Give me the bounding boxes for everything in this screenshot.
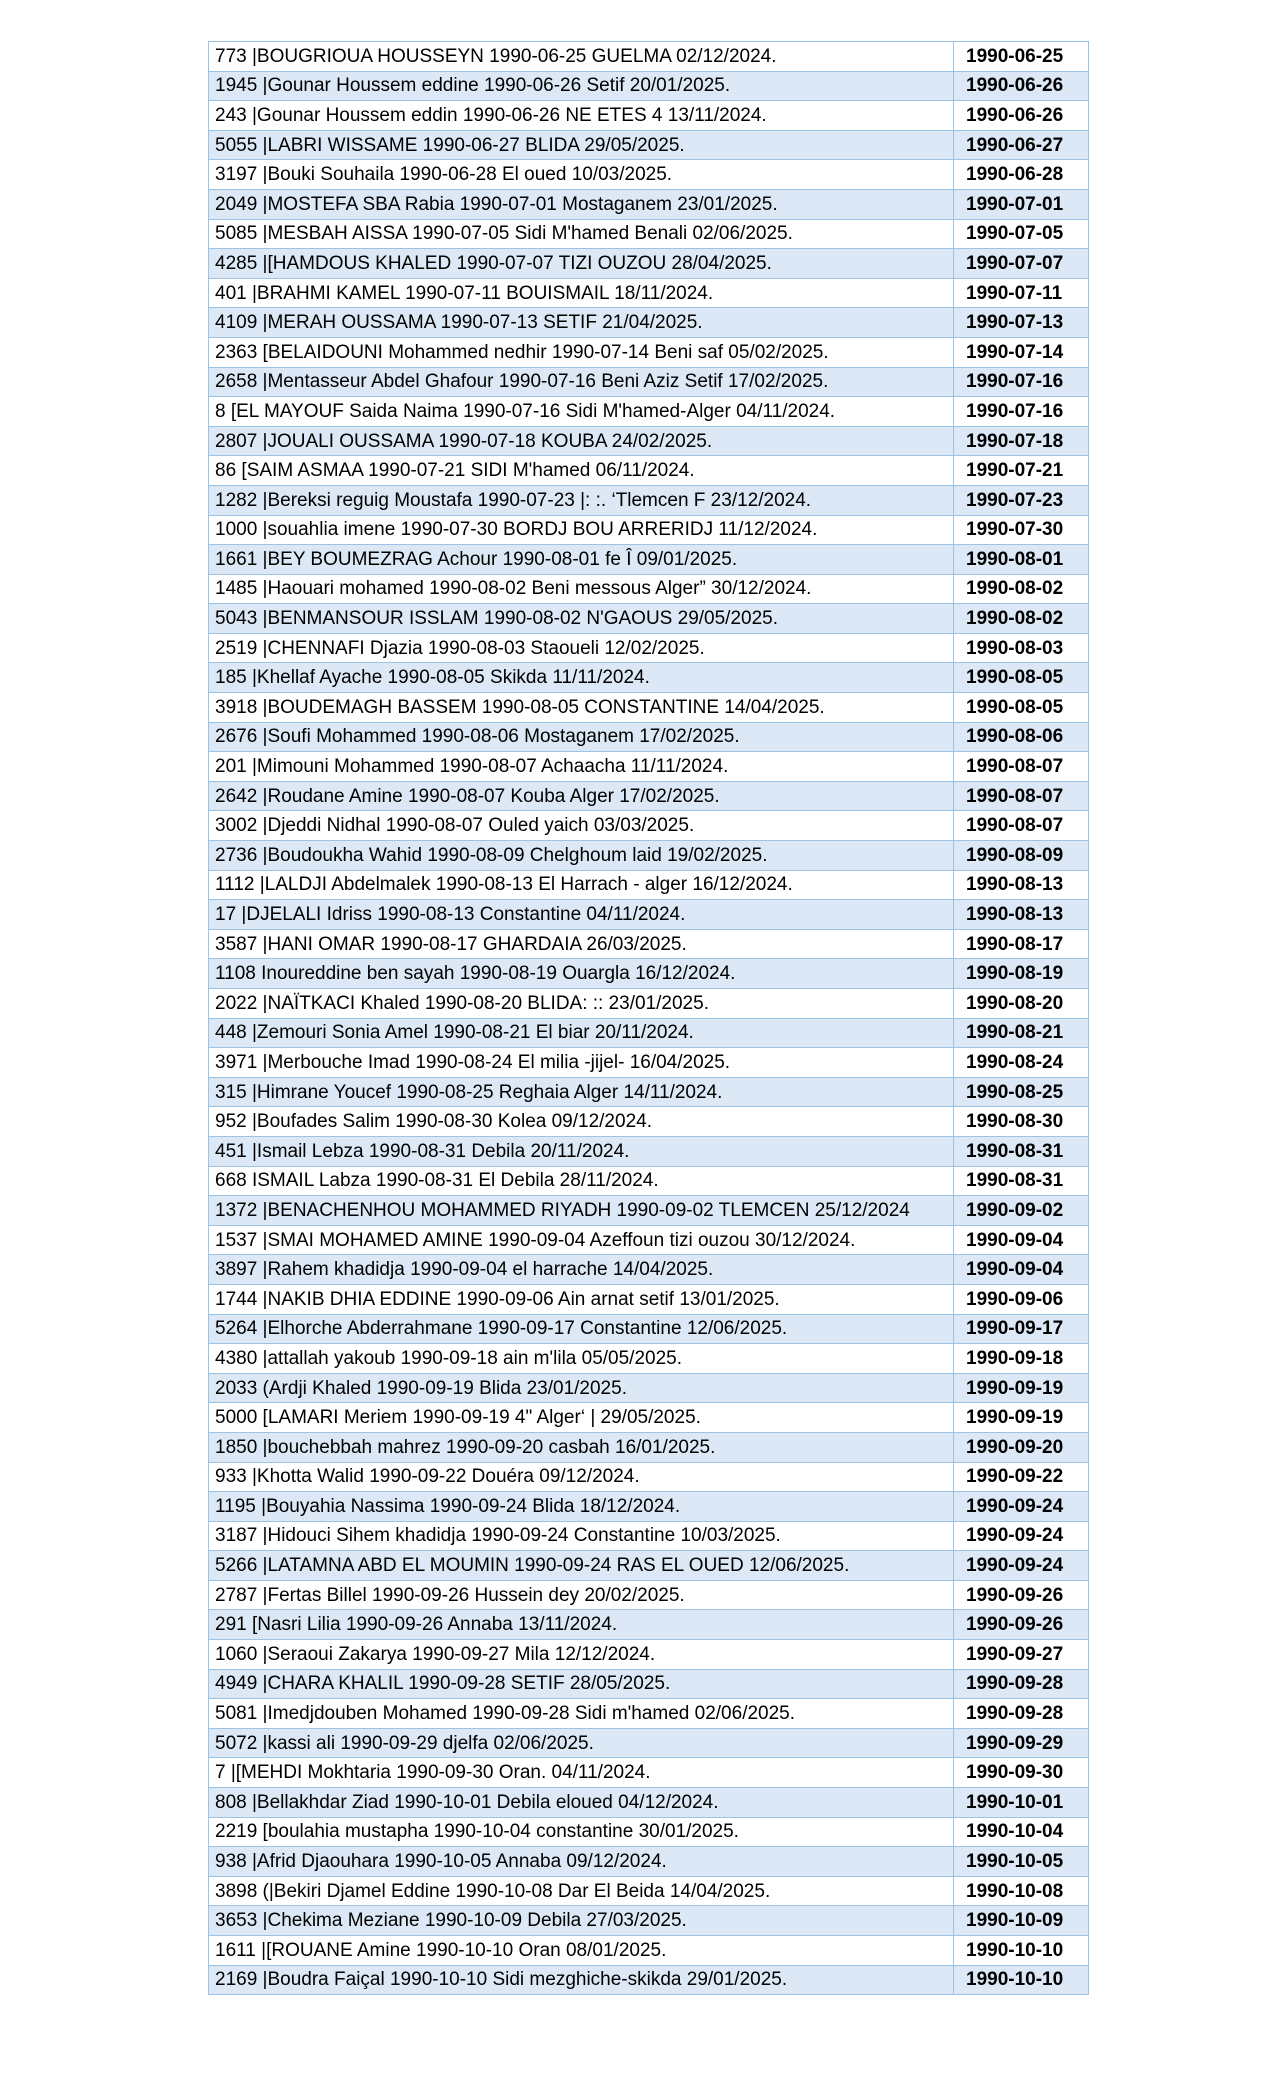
- table-row: [209, 219, 1089, 249]
- table-row: [209, 1728, 1089, 1758]
- record-date-cell: 1990-07-13: [954, 308, 1089, 338]
- record-date-cell: 1990-08-31: [954, 1136, 1089, 1166]
- table-row: [209, 989, 1089, 1019]
- table-row: [209, 426, 1089, 456]
- records-table: [208, 41, 1089, 1995]
- table-row: [209, 1344, 1089, 1374]
- record-text-cell: 2049 |MOSTEFA SBA Rabia 1990-07-01 Mostaganem 23/01/2025.: [209, 189, 954, 219]
- record-text-cell: 2022 |NAÏTKACI Khaled 1990-08-20 BLIDA: :: 23/01/2025.: [209, 989, 954, 1019]
- table-row: [209, 1906, 1089, 1936]
- record-text-cell: 3971 |Merbouche Imad 1990-08-24 El milia -jijel- 16/04/2025.: [209, 1048, 954, 1078]
- table-row: [209, 1521, 1089, 1551]
- record-text-cell: 668 ISMAIL Labza 1990-08-31 El Debila 28/11/2024.: [209, 1166, 954, 1196]
- record-date-cell: 1990-09-24: [954, 1492, 1089, 1522]
- record-date-cell: 1990-08-06: [954, 722, 1089, 752]
- record-date-cell: 1990-08-02: [954, 574, 1089, 604]
- table-row: [209, 811, 1089, 841]
- record-date-cell: 1990-08-01: [954, 545, 1089, 575]
- record-text-cell: 5000 [LAMARI Meriem 1990-09-19 4" Alger‘ | 29/05/2025.: [209, 1403, 954, 1433]
- table-row: [209, 249, 1089, 279]
- table-row: [209, 1225, 1089, 1255]
- table-row: [209, 278, 1089, 308]
- record-text-cell: 1850 |bouchebbah mahrez 1990-09-20 casbah 16/01/2025.: [209, 1432, 954, 1462]
- table-row: [209, 367, 1089, 397]
- record-date-cell: 1990-09-19: [954, 1373, 1089, 1403]
- table-row: [209, 1196, 1089, 1226]
- record-text-cell: 2676 |Soufi Mohammed 1990-08-06 Mostaganem 17/02/2025.: [209, 722, 954, 752]
- table-row: [209, 752, 1089, 782]
- record-text-cell: 5043 |BENMANSOUR ISSLAM 1990-08-02 N'GAOUS 29/05/2025.: [209, 604, 954, 634]
- record-date-cell: 1990-09-19: [954, 1403, 1089, 1433]
- record-date-cell: 1990-09-28: [954, 1699, 1089, 1729]
- table-row: [209, 1965, 1089, 1995]
- record-text-cell: 401 |BRAHMI KAMEL 1990-07-11 BOUISMAIL 18/11/2024.: [209, 278, 954, 308]
- record-date-cell: 1990-08-05: [954, 693, 1089, 723]
- record-date-cell: 1990-06-25: [954, 42, 1089, 72]
- record-text-cell: 1195 |Bouyahia Nassima 1990-09-24 Blida 18/12/2024.: [209, 1492, 954, 1522]
- record-date-cell: 1990-08-25: [954, 1077, 1089, 1107]
- records-body: [209, 42, 1089, 1995]
- record-date-cell: 1990-08-05: [954, 663, 1089, 693]
- record-text-cell: 4380 |attallah yakoub 1990-09-18 ain m'lila 05/05/2025.: [209, 1344, 954, 1374]
- table-row: [209, 515, 1089, 545]
- table-row: [209, 42, 1089, 72]
- record-date-cell: 1990-06-26: [954, 101, 1089, 131]
- record-date-cell: 1990-08-19: [954, 959, 1089, 989]
- table-row: [209, 1610, 1089, 1640]
- record-text-cell: 4109 |MERAH OUSSAMA 1990-07-13 SETIF 21/04/2025.: [209, 308, 954, 338]
- table-row: [209, 1699, 1089, 1729]
- table-row: [209, 101, 1089, 131]
- record-text-cell: 5264 |Elhorche Abderrahmane 1990-09-17 Constantine 12/06/2025.: [209, 1314, 954, 1344]
- record-text-cell: 952 |Boufades Salim 1990-08-30 Kolea 09/12/2024.: [209, 1107, 954, 1137]
- record-text-cell: 3187 |Hidouci Sihem khadidja 1990-09-24 Constantine 10/03/2025.: [209, 1521, 954, 1551]
- record-date-cell: 1990-07-07: [954, 249, 1089, 279]
- table-row: [209, 1788, 1089, 1818]
- table-row: [209, 160, 1089, 190]
- record-text-cell: 4285 |[HAMDOUS KHALED 1990-07-07 TIZI OUZOU 28/04/2025.: [209, 249, 954, 279]
- record-date-cell: 1990-09-02: [954, 1196, 1089, 1226]
- table-row: [209, 604, 1089, 634]
- table-row: [209, 545, 1089, 575]
- record-text-cell: 3587 |HANI OMAR 1990-08-17 GHARDAIA 26/03/2025.: [209, 929, 954, 959]
- table-row: [209, 337, 1089, 367]
- record-text-cell: 2219 [boulahia mustapha 1990-10-04 constantine 30/01/2025.: [209, 1817, 954, 1847]
- table-row: [209, 1018, 1089, 1048]
- record-text-cell: 8 [EL MAYOUF Saida Naima 1990-07-16 Sidi M'hamed-Alger 04/11/2024.: [209, 397, 954, 427]
- table-row: [209, 1936, 1089, 1966]
- record-text-cell: 938 |Afrid Djaouhara 1990-10-05 Annaba 09/12/2024.: [209, 1847, 954, 1877]
- record-date-cell: 1990-06-27: [954, 130, 1089, 160]
- document-page: [208, 41, 1088, 1995]
- record-text-cell: 185 |Khellaf Ayache 1990-08-05 Skikda 11/11/2024.: [209, 663, 954, 693]
- record-date-cell: 1990-10-10: [954, 1936, 1089, 1966]
- table-row: [209, 1373, 1089, 1403]
- record-text-cell: 933 |Khotta Walid 1990-09-22 Douéra 09/12/2024.: [209, 1462, 954, 1492]
- record-date-cell: 1990-08-03: [954, 633, 1089, 663]
- record-text-cell: 2787 |Fertas Billel 1990-09-26 Hussein dey 20/02/2025.: [209, 1580, 954, 1610]
- table-row: [209, 1669, 1089, 1699]
- record-date-cell: 1990-09-27: [954, 1640, 1089, 1670]
- record-date-cell: 1990-08-31: [954, 1166, 1089, 1196]
- table-row: [209, 722, 1089, 752]
- record-text-cell: 2736 |Boudoukha Wahid 1990-08-09 Chelghoum laid 19/02/2025.: [209, 841, 954, 871]
- record-date-cell: 1990-08-07: [954, 781, 1089, 811]
- record-text-cell: 3653 |Chekima Meziane 1990-10-09 Debila 27/03/2025.: [209, 1906, 954, 1936]
- record-text-cell: 2033 (Ardji Khaled 1990-09-19 Blida 23/01/2025.: [209, 1373, 954, 1403]
- record-text-cell: 808 |Bellakhdar Ziad 1990-10-01 Debila eloued 04/12/2024.: [209, 1788, 954, 1818]
- record-date-cell: 1990-09-04: [954, 1255, 1089, 1285]
- table-row: [209, 1876, 1089, 1906]
- table-row: [209, 929, 1089, 959]
- record-date-cell: 1990-08-13: [954, 870, 1089, 900]
- record-date-cell: 1990-10-04: [954, 1817, 1089, 1847]
- record-date-cell: 1990-09-29: [954, 1728, 1089, 1758]
- record-date-cell: 1990-07-23: [954, 485, 1089, 515]
- record-date-cell: 1990-09-24: [954, 1521, 1089, 1551]
- record-text-cell: 1372 |BENACHENHOU MOHAMMED RIYADH 1990-09-02 TLEMCEN 25/12/2024: [209, 1196, 954, 1226]
- table-row: [209, 456, 1089, 486]
- record-date-cell: 1990-07-01: [954, 189, 1089, 219]
- record-date-cell: 1990-09-17: [954, 1314, 1089, 1344]
- record-text-cell: 1282 |Bereksi reguig Moustafa 1990-07-23 |: :. ‘Tlemcen F 23/12/2024.: [209, 485, 954, 515]
- record-date-cell: 1990-08-02: [954, 604, 1089, 634]
- record-text-cell: 4949 |CHARA KHALIL 1990-09-28 SETIF 28/05/2025.: [209, 1669, 954, 1699]
- record-text-cell: 1060 |Seraoui Zakarya 1990-09-27 Mila 12/12/2024.: [209, 1640, 954, 1670]
- record-text-cell: 201 |Mimouni Mohammed 1990-08-07 Achaacha 11/11/2024.: [209, 752, 954, 782]
- table-row: [209, 189, 1089, 219]
- record-date-cell: 1990-08-09: [954, 841, 1089, 871]
- record-date-cell: 1990-08-24: [954, 1048, 1089, 1078]
- record-text-cell: 1945 |Gounar Houssem eddine 1990-06-26 Setif 20/01/2025.: [209, 71, 954, 101]
- table-row: [209, 574, 1089, 604]
- record-text-cell: 773 |BOUGRIOUA HOUSSEYN 1990-06-25 GUELMA 02/12/2024.: [209, 42, 954, 72]
- record-text-cell: 1744 |NAKIB DHIA EDDINE 1990-09-06 Ain arnat setif 13/01/2025.: [209, 1284, 954, 1314]
- record-date-cell: 1990-09-26: [954, 1580, 1089, 1610]
- record-text-cell: 7 |[MEHDI Mokhtaria 1990-09-30 Oran. 04/11/2024.: [209, 1758, 954, 1788]
- table-row: [209, 1758, 1089, 1788]
- record-text-cell: 315 |Himrane Youcef 1990-08-25 Reghaia Alger 14/11/2024.: [209, 1077, 954, 1107]
- table-row: [209, 781, 1089, 811]
- table-row: [209, 1640, 1089, 1670]
- record-date-cell: 1990-08-21: [954, 1018, 1089, 1048]
- table-row: [209, 1432, 1089, 1462]
- record-text-cell: 1000 |souahlia imene 1990-07-30 BORDJ BOU ARRERIDJ 11/12/2024.: [209, 515, 954, 545]
- record-date-cell: 1990-10-09: [954, 1906, 1089, 1936]
- record-date-cell: 1990-06-28: [954, 160, 1089, 190]
- record-date-cell: 1990-10-10: [954, 1965, 1089, 1995]
- record-text-cell: 451 |Ismail Lebza 1990-08-31 Debila 20/11/2024.: [209, 1136, 954, 1166]
- table-row: [209, 841, 1089, 871]
- record-date-cell: 1990-09-20: [954, 1432, 1089, 1462]
- table-row: [209, 1580, 1089, 1610]
- record-text-cell: 17 |DJELALI Idriss 1990-08-13 Constantine 04/11/2024.: [209, 900, 954, 930]
- record-date-cell: 1990-07-14: [954, 337, 1089, 367]
- table-row: [209, 397, 1089, 427]
- record-text-cell: 2658 |Mentasseur Abdel Ghafour 1990-07-16 Beni Aziz Setif 17/02/2025.: [209, 367, 954, 397]
- record-date-cell: 1990-09-22: [954, 1462, 1089, 1492]
- table-row: [209, 1492, 1089, 1522]
- record-text-cell: 5055 |LABRI WISSAME 1990-06-27 BLIDA 29/05/2025.: [209, 130, 954, 160]
- table-row: [209, 1847, 1089, 1877]
- record-date-cell: 1990-06-26: [954, 71, 1089, 101]
- table-row: [209, 1255, 1089, 1285]
- table-row: [209, 900, 1089, 930]
- table-row: [209, 1077, 1089, 1107]
- record-text-cell: 1537 |SMAI MOHAMED AMINE 1990-09-04 Azeffoun tizi ouzou 30/12/2024.: [209, 1225, 954, 1255]
- record-text-cell: 448 |Zemouri Sonia Amel 1990-08-21 El biar 20/11/2024.: [209, 1018, 954, 1048]
- record-text-cell: 5072 |kassi ali 1990-09-29 djelfa 02/06/2025.: [209, 1728, 954, 1758]
- record-text-cell: 2519 |CHENNAFI Djazia 1990-08-03 Staoueli 12/02/2025.: [209, 633, 954, 663]
- table-row: [209, 1107, 1089, 1137]
- record-date-cell: 1990-09-24: [954, 1551, 1089, 1581]
- record-text-cell: 5081 |Imedjdouben Mohamed 1990-09-28 Sidi m'hamed 02/06/2025.: [209, 1699, 954, 1729]
- record-date-cell: 1990-09-30: [954, 1758, 1089, 1788]
- table-row: [209, 71, 1089, 101]
- record-text-cell: 5085 |MESBAH AISSA 1990-07-05 Sidi M'hamed Benali 02/06/2025.: [209, 219, 954, 249]
- record-date-cell: 1990-08-30: [954, 1107, 1089, 1137]
- record-date-cell: 1990-09-18: [954, 1344, 1089, 1374]
- record-date-cell: 1990-08-17: [954, 929, 1089, 959]
- record-date-cell: 1990-07-16: [954, 397, 1089, 427]
- table-row: [209, 1817, 1089, 1847]
- record-text-cell: 2169 |Boudra Faiçal 1990-10-10 Sidi mezghiche-skikda 29/01/2025.: [209, 1965, 954, 1995]
- record-text-cell: 1611 |[ROUANE Amine 1990-10-10 Oran 08/01/2025.: [209, 1936, 954, 1966]
- record-text-cell: 291 [Nasri Lilia 1990-09-26 Annaba 13/11/2024.: [209, 1610, 954, 1640]
- table-row: [209, 663, 1089, 693]
- record-text-cell: 1661 |BEY BOUMEZRAG Achour 1990-08-01 fe Î 09/01/2025.: [209, 545, 954, 575]
- record-date-cell: 1990-10-01: [954, 1788, 1089, 1818]
- table-row: [209, 485, 1089, 515]
- record-date-cell: 1990-08-07: [954, 811, 1089, 841]
- record-text-cell: 5266 |LATAMNA ABD EL MOUMIN 1990-09-24 RAS EL OUED 12/06/2025.: [209, 1551, 954, 1581]
- table-row: [209, 1048, 1089, 1078]
- record-text-cell: 3002 |Djeddi Nidhal 1990-08-07 Ouled yaich 03/03/2025.: [209, 811, 954, 841]
- record-text-cell: 2642 |Roudane Amine 1990-08-07 Kouba Alger 17/02/2025.: [209, 781, 954, 811]
- table-row: [209, 130, 1089, 160]
- table-row: [209, 308, 1089, 338]
- table-row: [209, 633, 1089, 663]
- table-row: [209, 1284, 1089, 1314]
- record-date-cell: 1990-08-13: [954, 900, 1089, 930]
- record-date-cell: 1990-09-26: [954, 1610, 1089, 1640]
- table-row: [209, 870, 1089, 900]
- record-text-cell: 2363 [BELAIDOUNI Mohammed nedhir 1990-07-14 Beni saf 05/02/2025.: [209, 337, 954, 367]
- table-row: [209, 1166, 1089, 1196]
- record-date-cell: 1990-07-30: [954, 515, 1089, 545]
- table-row: [209, 959, 1089, 989]
- record-date-cell: 1990-09-04: [954, 1225, 1089, 1255]
- record-text-cell: 3197 |Bouki Souhaila 1990-06-28 El oued 10/03/2025.: [209, 160, 954, 190]
- record-text-cell: 2807 |JOUALI OUSSAMA 1990-07-18 KOUBA 24/02/2025.: [209, 426, 954, 456]
- record-text-cell: 1485 |Haouari mohamed 1990-08-02 Beni messous Alger” 30/12/2024.: [209, 574, 954, 604]
- record-text-cell: 1112 |LALDJI Abdelmalek 1990-08-13 El Harrach - alger 16/12/2024.: [209, 870, 954, 900]
- table-row: [209, 693, 1089, 723]
- record-date-cell: 1990-08-07: [954, 752, 1089, 782]
- record-date-cell: 1990-07-05: [954, 219, 1089, 249]
- table-row: [209, 1551, 1089, 1581]
- record-date-cell: 1990-07-21: [954, 456, 1089, 486]
- record-text-cell: 3918 |BOUDEMAGH BASSEM 1990-08-05 CONSTANTINE 14/04/2025.: [209, 693, 954, 723]
- record-text-cell: 3898 (|Bekiri Djamel Eddine 1990-10-08 Dar El Beida 14/04/2025.: [209, 1876, 954, 1906]
- record-date-cell: 1990-08-20: [954, 989, 1089, 1019]
- record-date-cell: 1990-09-06: [954, 1284, 1089, 1314]
- record-text-cell: 3897 |Rahem khadidja 1990-09-04 el harrache 14/04/2025.: [209, 1255, 954, 1285]
- record-text-cell: 86 [SAIM ASMAA 1990-07-21 SIDI M'hamed 06/11/2024.: [209, 456, 954, 486]
- record-date-cell: 1990-09-28: [954, 1669, 1089, 1699]
- table-row: [209, 1403, 1089, 1433]
- table-row: [209, 1136, 1089, 1166]
- record-date-cell: 1990-07-16: [954, 367, 1089, 397]
- table-row: [209, 1314, 1089, 1344]
- table-row: [209, 1462, 1089, 1492]
- record-text-cell: 243 |Gounar Houssem eddin 1990-06-26 NE ETES 4 13/11/2024.: [209, 101, 954, 131]
- record-date-cell: 1990-07-18: [954, 426, 1089, 456]
- record-date-cell: 1990-07-11: [954, 278, 1089, 308]
- record-text-cell: 1108 Inoureddine ben sayah 1990-08-19 Ouargla 16/12/2024.: [209, 959, 954, 989]
- record-date-cell: 1990-10-08: [954, 1876, 1089, 1906]
- record-date-cell: 1990-10-05: [954, 1847, 1089, 1877]
